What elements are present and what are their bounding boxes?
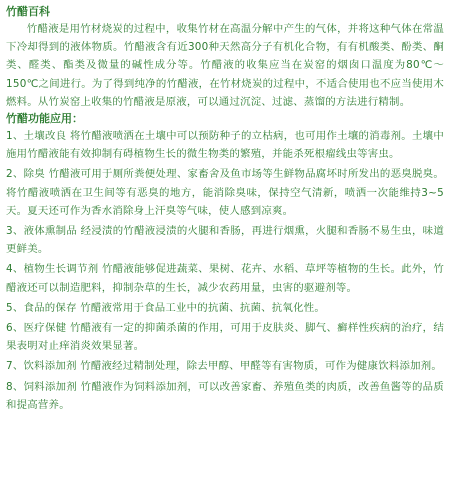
- document-title: 竹醋百科: [6, 5, 50, 18]
- intro-paragraph: 竹醋液是用竹材烧炭的过程中，收集竹材在高温分解中产生的气体，并将这种气体在常温下冷却得到的液体物质。竹醋液含有近300种天然高分子有机化合物，有有机酸类、酚类、酮类、醛类、酯类及微量的碱性成分等。竹醋液的收集应当在炭窑的烟囱口温度为80℃～150℃之间进行。为了得到纯净的竹醋液，在竹材烧炭的过程中，不适合使用也不应当使用木燃料。从竹炭窑上收集的竹醋液是原液，可以通过沉淀、过滤、蒸馏的方法进行精制。: [6, 23, 444, 108]
- list-item-food-preservation: 5、食品的保存 竹醋液常用于食品工业中的抗菌、抗菌、抗氧化性。: [6, 301, 325, 314]
- list-item-plant-growth: 4、植物生长调节剂 竹醋液能够促进蔬菜、果树、花卉、水稻、草坪等植物的生长。此外，竹醋液还可以制造肥料，抑制杂草的生长，减少农药用量，虫害的驱避剂等。: [6, 263, 444, 294]
- list-item-beverage-additive: 7、饮料添加剂 竹醋液经过精制处理，除去甲醇、甲醛等有害物质，可作为健康饮料添加剂。: [6, 360, 443, 373]
- list-item-soil: 1、土壤改良 将竹醋液喷洒在土壤中可以预防种子的立枯病，也可用作土壤的消毒剂。土壤中施用竹醋液能有效抑制有碍植物生长的微生物类的繁殖，并能杀死根瘤线虫等害虫。: [6, 130, 444, 161]
- list-item-feed-additive: 8、饲料添加剂 竹醋液作为饲料添加剂，可以改善家畜、养殖鱼类的肉质，改善鱼酱等的品质和提高营养。: [6, 380, 444, 411]
- list-item-smoked-products: 3、液体熏制品 经浸渍的竹醋液浸渍的火腿和香肠，再进行烟熏，火腿和香肠不易生虫，味道更鲜美。: [6, 225, 444, 256]
- function-heading: 竹醋功能应用：: [6, 112, 83, 126]
- list-item-deodorize: 2、除臭 竹醋液可用于厕所粪便处理、家畜舍及鱼市场等生鲜物品腐坏时所发出的恶臭脱臭。将竹醋液喷洒在卫生间等有恶臭的地方，能消除臭味，保持空气清新，喷洒一次能维持3~5天。夏天还可作为香水消除身上汗臭等气味，使人感到凉爽。: [6, 168, 444, 217]
- list-item-medical: 6、医疗保健 竹醋液有一定的抑菌杀菌的作用，可用于皮肤炎、脚气、癣样性疾病的治疗，结果表明对止痒消炎效果显著。: [6, 322, 444, 353]
